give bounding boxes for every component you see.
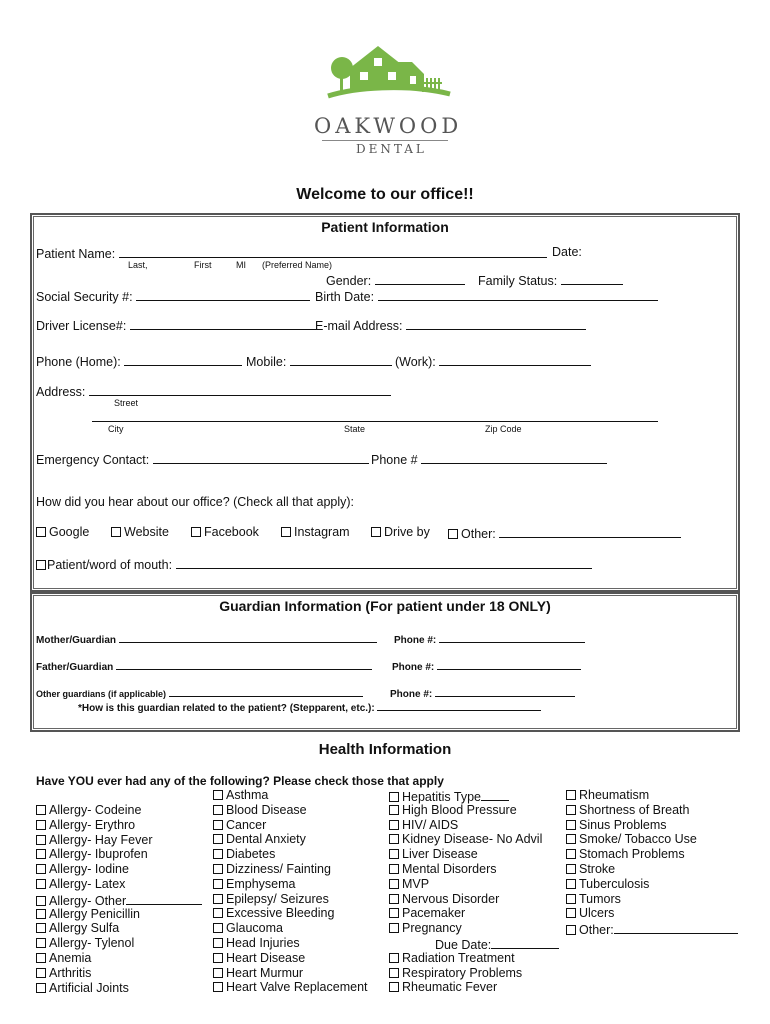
health-item[interactable] <box>213 906 368 921</box>
checkbox-icon[interactable] <box>111 527 121 537</box>
checkbox-icon[interactable] <box>36 968 46 978</box>
checkbox-icon[interactable] <box>36 835 46 845</box>
health-item-label: Blood Disease <box>226 802 307 817</box>
source-other[interactable]: Other: <box>448 525 681 541</box>
emergency-contact-field[interactable] <box>153 451 369 464</box>
email-field[interactable] <box>406 317 586 330</box>
health-item[interactable] <box>389 980 559 995</box>
patient-name-label: Patient Name: <box>36 247 116 261</box>
health-item-label: Emphysema <box>226 876 296 891</box>
health-item-label: Tuberculosis <box>579 876 650 891</box>
health-item-label: Arthritis <box>49 965 92 980</box>
health-item[interactable] <box>566 788 738 803</box>
health-item[interactable] <box>36 862 202 877</box>
health-item[interactable] <box>389 847 559 862</box>
work-label: (Work): <box>395 355 436 369</box>
health-item-label: Artificial Joints <box>49 980 129 995</box>
checkbox-icon[interactable] <box>566 925 576 935</box>
checkbox-icon[interactable] <box>389 968 399 978</box>
logo-sub: DENTAL <box>356 142 427 156</box>
emergency-contact-label: Emergency Contact: <box>36 453 150 467</box>
first-label: First <box>194 260 212 270</box>
checkbox-icon[interactable] <box>566 834 576 844</box>
checkbox-icon[interactable] <box>389 849 399 859</box>
health-item[interactable] <box>389 921 559 936</box>
checkbox-icon[interactable] <box>389 864 399 874</box>
relation-field[interactable] <box>377 700 541 711</box>
checkbox-icon[interactable] <box>213 790 223 800</box>
checkbox-icon[interactable] <box>36 864 46 874</box>
checkbox-icon[interactable] <box>566 805 576 815</box>
other-guardian-label: Other guardians (if applicable) <box>36 689 167 699</box>
health-item[interactable] <box>389 966 559 981</box>
checkbox-icon[interactable] <box>566 820 576 830</box>
health-item-label: Dizziness/ Fainting <box>226 861 331 876</box>
checkbox-icon[interactable] <box>36 820 46 830</box>
health-item-label: MVP <box>402 876 430 891</box>
health-item-label: Diabetes <box>226 847 276 862</box>
health-item[interactable] <box>36 907 202 922</box>
checkbox-icon[interactable] <box>36 896 46 906</box>
health-item[interactable] <box>213 803 368 818</box>
hear-question: How did you hear about our office? (Check all that apply): <box>36 495 355 509</box>
health-item[interactable] <box>36 877 202 892</box>
father-phone-field[interactable] <box>437 659 581 670</box>
work-field[interactable] <box>439 353 591 366</box>
other-guardian-field[interactable] <box>169 687 363 697</box>
health-item-label: Allergy Sulfa <box>49 921 120 936</box>
street-field[interactable] <box>89 383 391 396</box>
health-item[interactable] <box>389 788 559 803</box>
street-label: Street <box>114 398 139 408</box>
driver-license-label: Driver License#: <box>36 319 127 333</box>
checkbox-icon[interactable] <box>36 849 46 859</box>
health-item-label: Ulcers <box>579 906 615 921</box>
checkbox-icon[interactable] <box>566 849 576 859</box>
checkbox-icon[interactable] <box>371 527 381 537</box>
checkbox-icon[interactable] <box>213 982 223 992</box>
city-state-zip-field[interactable] <box>92 421 658 422</box>
health-item-label: Rheumatism <box>579 788 650 802</box>
checkbox-icon[interactable] <box>566 894 576 904</box>
health-item[interactable] <box>566 803 738 818</box>
source-google[interactable]: Google <box>36 525 89 539</box>
checkbox-icon[interactable] <box>36 805 46 815</box>
health-item-label: Shortness of Breath <box>579 802 690 817</box>
health-item-label: Pregnancy <box>402 921 462 936</box>
checkbox-icon[interactable] <box>448 529 458 539</box>
logo <box>300 38 470 158</box>
health-item[interactable] <box>36 966 202 981</box>
health-item[interactable] <box>213 951 368 966</box>
health-item[interactable] <box>213 788 368 803</box>
checkbox-icon[interactable] <box>213 879 223 889</box>
health-item-label: Allergy Penicillin <box>49 906 141 921</box>
last-label: Last, <box>128 260 148 270</box>
source-instagram[interactable]: Instagram <box>281 525 350 539</box>
health-item-label: Pacemaker <box>402 906 466 921</box>
checkbox-icon[interactable] <box>213 864 223 874</box>
checkbox-icon[interactable] <box>389 792 399 802</box>
checkbox-icon[interactable] <box>213 894 223 904</box>
birth-date-label: Birth Date: <box>315 290 375 304</box>
health-item-label: Stroke <box>579 861 616 876</box>
patient-name-field[interactable] <box>119 245 547 258</box>
health-item-label: Nervous Disorder <box>402 891 500 906</box>
mother-phone-label: Phone #: <box>394 635 437 646</box>
due-date-field[interactable] <box>491 936 559 949</box>
emergency-phone-field[interactable] <box>421 451 607 464</box>
health-item[interactable] <box>389 906 559 921</box>
health-item[interactable] <box>213 892 368 907</box>
health-item[interactable] <box>566 892 738 907</box>
checkbox-icon[interactable] <box>213 805 223 815</box>
health-item-label: Allergy- Ibuprofen <box>49 847 148 862</box>
logo-divider <box>322 140 448 141</box>
health-item[interactable] <box>36 847 202 862</box>
health-item[interactable] <box>213 921 368 936</box>
preferred-label: (Preferred Name) <box>262 260 333 270</box>
source-website[interactable]: Website <box>111 525 169 539</box>
checkbox-icon[interactable] <box>566 790 576 800</box>
checkbox-icon[interactable] <box>389 834 399 844</box>
health-title: Health Information <box>318 741 452 758</box>
mobile-field[interactable] <box>290 353 392 366</box>
health-item-label: Sinus Problems <box>579 817 667 832</box>
checkbox-icon[interactable] <box>36 560 46 570</box>
checkbox-icon[interactable] <box>281 527 291 537</box>
emergency-phone-label: Phone # <box>371 453 418 467</box>
checkbox-icon[interactable] <box>213 938 223 948</box>
father-phone-label: Phone #: <box>392 662 435 673</box>
checkbox-icon[interactable] <box>566 879 576 889</box>
relation-label: *How is this guardian related to the patient? (Stepparent, etc.): <box>78 703 375 714</box>
checkbox-icon[interactable] <box>389 894 399 904</box>
city-label: City <box>108 424 124 434</box>
health-item-label: Allergy- Latex <box>49 876 126 891</box>
other-phone-label: Phone #: <box>390 689 433 700</box>
state-label: State <box>344 424 366 434</box>
mother-field[interactable] <box>119 632 377 643</box>
checkbox-icon[interactable] <box>566 864 576 874</box>
source-drive-by[interactable]: Drive by <box>371 525 430 539</box>
word-of-mouth-field[interactable] <box>176 556 592 569</box>
health-item-label: Allergy- Iodine <box>49 862 129 877</box>
checkbox-icon[interactable] <box>389 805 399 815</box>
health-item[interactable] <box>36 981 202 996</box>
due-date-row <box>389 936 559 951</box>
other-phone-field[interactable] <box>435 686 575 697</box>
health-item[interactable] <box>389 832 559 847</box>
zip-label: Zip Code <box>485 424 522 434</box>
health-item[interactable] <box>213 877 368 892</box>
health-item-label: Liver Disease <box>402 847 478 862</box>
health-item[interactable] <box>389 862 559 877</box>
health-item-label: Epilepsy/ Seizures <box>226 891 329 906</box>
health-item-label: Glaucoma <box>226 921 283 936</box>
health-item[interactable] <box>213 966 368 981</box>
health-item-label: Heart Valve Replacement <box>226 980 368 995</box>
health-item[interactable] <box>566 877 738 892</box>
health-item[interactable] <box>36 951 202 966</box>
health-column-2 <box>213 788 368 995</box>
health-item[interactable] <box>389 818 559 833</box>
health-item-label: Dental Anxiety <box>226 832 306 847</box>
health-item-label: Heart Murmur <box>226 965 304 980</box>
checkbox-icon[interactable] <box>389 820 399 830</box>
guardian-info-title: Guardian Information (For patient under 18 ONLY) <box>219 598 551 614</box>
health-item-label: Allergy- Erythro <box>49 817 136 832</box>
checkbox-icon[interactable] <box>389 908 399 918</box>
health-item-label: Other: <box>579 923 614 938</box>
source-other-field[interactable] <box>499 525 681 538</box>
health-item[interactable] <box>213 832 368 847</box>
mobile-label: Mobile: <box>246 355 287 369</box>
health-column-1 <box>36 803 202 995</box>
health-item[interactable] <box>36 921 202 936</box>
mother-phone-field[interactable] <box>439 632 585 643</box>
checkbox-icon[interactable] <box>389 982 399 992</box>
checkbox-icon[interactable] <box>213 908 223 918</box>
health-item-label: High Blood Pressure <box>402 802 517 817</box>
health-item-label: Smoke/ Tobacco Use <box>579 832 697 847</box>
health-item-label: Asthma <box>226 788 269 802</box>
health-item-label: Respiratory Problems <box>402 965 523 980</box>
checkbox-icon[interactable] <box>213 849 223 859</box>
health-item-label: Mental Disorders <box>402 861 497 876</box>
health-item[interactable] <box>389 803 559 818</box>
logo-name: OAKWOOD <box>314 114 463 138</box>
checkbox-icon[interactable] <box>36 953 46 963</box>
checkbox-icon[interactable] <box>36 909 46 919</box>
family-status-field[interactable] <box>561 272 623 285</box>
checkbox-icon[interactable] <box>213 834 223 844</box>
health-item[interactable] <box>213 847 368 862</box>
phone-home-label: Phone (Home): <box>36 355 121 369</box>
checkbox-icon[interactable] <box>36 983 46 993</box>
health-item-label: Hepatitis Type <box>402 790 481 804</box>
checkbox-icon[interactable] <box>213 820 223 830</box>
checkbox-icon[interactable] <box>36 879 46 889</box>
health-column-4 <box>566 788 738 936</box>
ssn-field[interactable] <box>136 288 310 301</box>
health-item-label: Allergy- Hay Fever <box>49 832 153 847</box>
family-status-label: Family Status: <box>478 274 558 288</box>
mother-label: Mother/Guardian <box>36 635 117 646</box>
health-item-label: Heart Disease <box>226 950 306 965</box>
birth-date-field[interactable] <box>378 288 658 301</box>
health-item-field[interactable] <box>481 788 509 801</box>
health-item-label: Radiation Treatment <box>402 950 515 965</box>
health-item[interactable] <box>389 877 559 892</box>
checkbox-icon[interactable] <box>36 923 46 933</box>
health-item[interactable] <box>566 832 738 847</box>
checkbox-icon[interactable] <box>389 953 399 963</box>
health-item-label: Head Injuries <box>226 935 300 950</box>
health-item[interactable] <box>389 892 559 907</box>
source-facebook[interactable]: Facebook <box>191 525 259 539</box>
checkbox-icon[interactable] <box>213 953 223 963</box>
checkbox-icon[interactable] <box>566 908 576 918</box>
father-label: Father/Guardian <box>36 662 114 673</box>
health-item[interactable] <box>566 921 738 936</box>
health-item[interactable] <box>36 892 202 907</box>
date-label: Date: <box>552 245 582 259</box>
checkbox-icon[interactable] <box>36 527 46 537</box>
welcome-heading: Welcome to our office!! <box>296 186 474 203</box>
health-item-label: Stomach Problems <box>579 847 685 862</box>
health-item[interactable] <box>389 951 559 966</box>
health-item-label: Cancer <box>226 817 267 832</box>
health-item-label: Allergy- Tylenol <box>49 936 135 951</box>
health-item-label: Excessive Bleeding <box>226 906 335 921</box>
house-logo-icon <box>300 38 470 110</box>
health-item-field[interactable] <box>126 892 202 905</box>
checkbox-icon[interactable] <box>389 879 399 889</box>
word-of-mouth[interactable]: Patient/word of mouth: <box>36 556 592 572</box>
father-field[interactable] <box>116 659 372 670</box>
health-item[interactable] <box>213 936 368 951</box>
driver-license-field[interactable] <box>130 317 316 330</box>
checkbox-icon[interactable] <box>389 923 399 933</box>
health-item[interactable] <box>213 862 368 877</box>
gender-field[interactable] <box>375 272 465 285</box>
health-item-label: Tumors <box>579 891 621 906</box>
health-item[interactable] <box>36 833 202 848</box>
health-item[interactable] <box>213 818 368 833</box>
health-item[interactable] <box>566 906 738 921</box>
health-item[interactable] <box>566 847 738 862</box>
phone-home-field[interactable] <box>124 353 242 366</box>
health-question: Have YOU ever had any of the following? Please check those that apply <box>36 774 444 788</box>
address-label: Address: <box>36 385 86 399</box>
health-item-label: Anemia <box>49 950 92 965</box>
health-item[interactable] <box>36 803 202 818</box>
health-item-label: HIV/ AIDS <box>402 817 459 832</box>
checkbox-icon[interactable] <box>36 938 46 948</box>
health-item[interactable] <box>566 818 738 833</box>
checkbox-icon[interactable] <box>213 923 223 933</box>
health-item[interactable] <box>36 936 202 951</box>
health-item[interactable] <box>36 818 202 833</box>
due-date-label: Due Date: <box>435 937 492 952</box>
health-item-label: Rheumatic Fever <box>402 980 498 995</box>
email-label: E-mail Address: <box>315 319 403 333</box>
ssn-label: Social Security #: <box>36 290 133 304</box>
health-item-field[interactable] <box>614 921 738 934</box>
health-item-label: Allergy- Codeine <box>49 803 142 817</box>
health-item[interactable] <box>213 980 368 995</box>
mi-label: MI <box>236 260 246 270</box>
health-item-label: Kidney Disease- No Advil <box>402 832 543 847</box>
checkbox-icon[interactable] <box>191 527 201 537</box>
gender-label: Gender: <box>326 274 372 288</box>
health-item[interactable] <box>566 862 738 877</box>
health-column-3 <box>389 788 559 995</box>
patient-info-title: Patient Information <box>321 219 449 235</box>
checkbox-icon[interactable] <box>213 968 223 978</box>
health-item-label: Allergy- Other <box>49 893 127 908</box>
